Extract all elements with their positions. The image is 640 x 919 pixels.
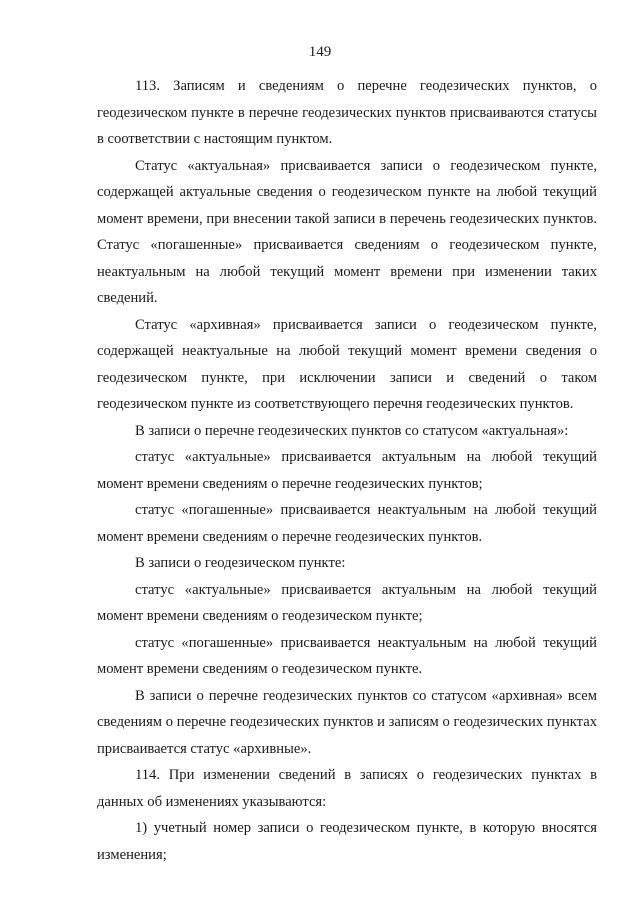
page-number: 149 bbox=[308, 44, 332, 60]
paragraph-status-actual: Статус «актуальная» присваивается записи о геодезическом пункте, содержащей актуальные сведения о геодезическом пункте на любой текущий момент времени, при внесении такой записи в перечень геодезических пунктов. Статус «погашенные» присваивается сведениям о геодезическом пункте, неактуальным на любой текущий момент времени при изменении таких сведений. bbox=[97, 157, 597, 306]
paragraph-list-cancelled: статус «погашенные» присваивается неактуальным на любой текущий момент времени сведениям о перечне геодезических пунктов. bbox=[97, 502, 597, 545]
paragraph-archive-record: В записи о перечне геодезических пунктов со статусом «архивная» всем сведениям о перечне геодезических пунктов и записям о геодезических пунктах присваивается статус «архивные». bbox=[97, 687, 597, 757]
paragraph-point-cancelled: статус «погашенные» присваивается неактуальным на любой текущий момент времени сведениям о геодезическом пункте. bbox=[97, 634, 597, 677]
paragraph-status-archive: Статус «архивная» присваивается записи о геодезическом пункте, содержащей неактуальные на любой текущий момент времени сведения о геодезическом пункте, при исключении записи и сведений о таком геодезическом пункте из соответствующего перечня геодезических пунктов. bbox=[97, 316, 597, 412]
paragraph-list-actual: статус «актуальные» присваивается актуальным на любой текущий момент времени сведениям о перечне геодезических пунктов; bbox=[97, 449, 597, 492]
paragraph-113-intro: 113. Записям и сведениям о перечне геодезических пунктов, о геодезическом пункте в перечне геодезических пунктов присваиваются статусы в соответствии с настоящим пунктом. bbox=[97, 78, 597, 147]
paragraph-list-record-heading: В записи о перечне геодезических пунктов со статусом «актуальная»: bbox=[135, 422, 569, 439]
paragraph-114-item-1: 1) учетный номер записи о геодезическом пункте, в которую вносятся изменения; bbox=[97, 820, 597, 863]
paragraph-point-actual: статус «актуальные» присваивается актуальным на любой текущий момент времени сведениям о геодезическом пункте; bbox=[97, 581, 597, 624]
paragraph-114-intro: 114. При изменении сведений в записях о геодезических пунктах в данных об изменениях указываются: bbox=[97, 767, 597, 810]
paragraph-point-record-heading: В записи о геодезическом пункте: bbox=[135, 555, 346, 571]
document-body bbox=[97, 73, 597, 868]
